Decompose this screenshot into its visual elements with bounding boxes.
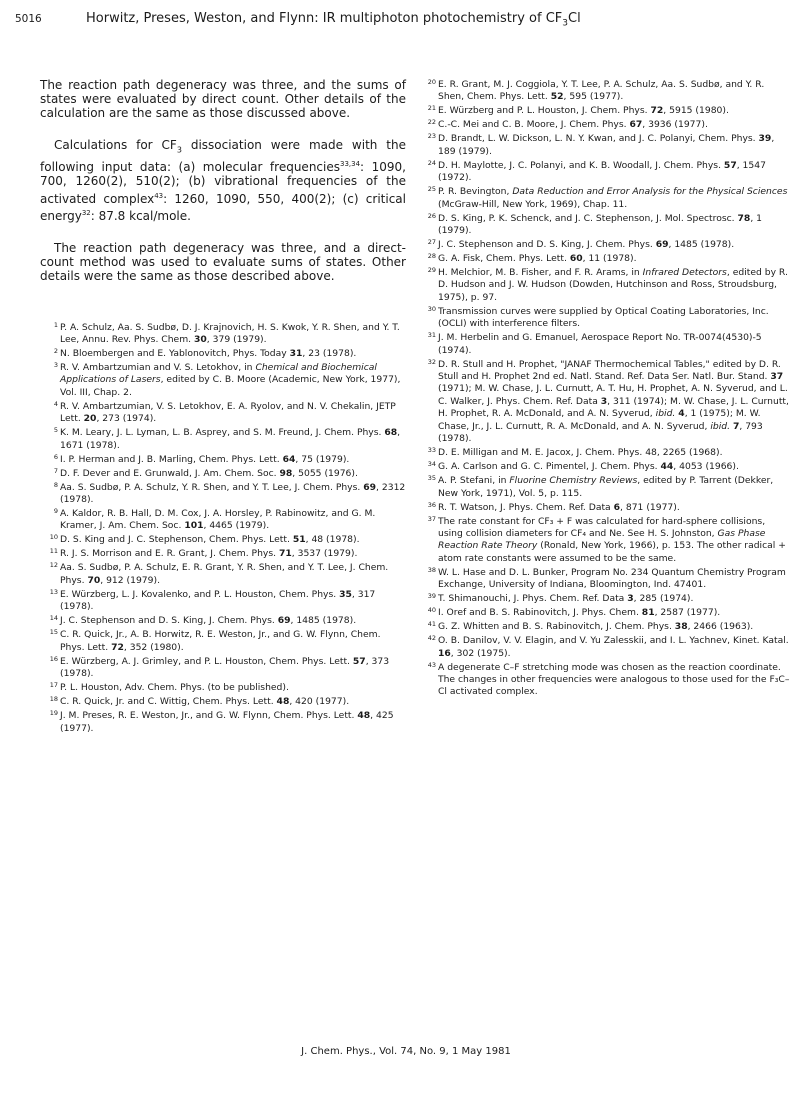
reference-text: 67 <box>629 119 643 131</box>
reference-number: 34 <box>427 460 436 469</box>
reference-text: , 3936 (1977). <box>642 119 708 131</box>
reference-number: 27 <box>427 238 436 247</box>
reference-17 <box>40 682 406 694</box>
reference-text: E. R. Grant, M. J. Coggiola, Y. T. Lee, P. A. Schulz, Aa. S. Sudbø, and Y. R. Shen, Chem. Phys. Lett. <box>438 79 765 103</box>
reference-text: H. Melchior, M. B. Fisher, and F. R. Arams, in <box>438 267 643 279</box>
reference-text: , 1485 (1978). <box>290 615 357 627</box>
p2-superscript-3: 32 <box>81 208 91 217</box>
reference-text: , 5055 (1976). <box>292 467 358 479</box>
reference-number: 31 <box>427 331 436 340</box>
reference-number: 6 <box>53 452 58 461</box>
reference-number: 15 <box>49 628 58 637</box>
reference-text: 81 <box>641 607 655 619</box>
reference-list-left <box>40 322 406 735</box>
reference-text: , 317 (1978). <box>60 588 376 613</box>
reference-text: , 273 (1974). <box>96 413 157 425</box>
reference-text: , 1 (1979). <box>438 212 762 237</box>
reference-29 <box>418 267 790 304</box>
reference-number: 22 <box>427 118 436 127</box>
reference-36 <box>418 502 790 514</box>
reference-text: , 2466 (1963). <box>687 621 754 633</box>
reference-text: , 1485 (1978). <box>668 239 735 251</box>
reference-text: , 373 (1978). <box>60 655 390 680</box>
reference-text: (McGraw-Hill, New York, 1969), Chap. 11. <box>438 198 628 210</box>
reference-text: D. S. King and J. C. Stephenson, Chem. Phys. Lett. <box>60 534 293 546</box>
reference-text: , 871 (1977). <box>620 501 680 513</box>
reference-text: W. L. Hase and D. L. Bunker, Program No. 234 Quantum Chemistry Program Exchange, University of Indiana, Bloomington, Ind. 47401. <box>438 566 786 591</box>
reference-text: 3 <box>627 593 634 605</box>
reference-text: 68 <box>384 427 398 439</box>
reference-text: P. A. Schulz, Aa. S. Sudbø, D. J. Krajnovich, H. S. Kwok, Y. R. Shen, and Y. T. Lee, Annu. Rev. Phys. Chem. <box>60 321 400 346</box>
reference-number: 2 <box>53 347 58 356</box>
reference-text: , 1671 (1978). <box>60 427 401 451</box>
reference-text: , 595 (1977). <box>563 91 624 103</box>
reference-text: J. C. Stephenson and D. S. King, J. Chem. Phys. <box>438 239 656 251</box>
reference-number: 40 <box>427 606 436 615</box>
reference-text: A. P. Stefani, in <box>438 475 510 487</box>
reference-number: 1 <box>53 320 58 329</box>
reference-11 <box>40 548 406 560</box>
reference-text: 16 <box>438 647 451 659</box>
reference-text: P. L. Houston, Adv. Chem. Phys. (to be published). <box>60 682 289 694</box>
reference-text: J. M. Herbelin and G. Emanuel, Aerospace Report No. TR-0074(4530)-5 (1974). <box>438 332 762 356</box>
reference-text: , 1 (1975); M. W. Chase, Jr., J. L. Curnutt, R. A. McDonald, and A. N. Syverud, <box>438 408 761 432</box>
reference-text: , edited by R. D. Hudson and J. W. Hudson (Dowden, Hutchinson and Ross, Stroudsburg, 1975), p. 97. <box>438 267 788 303</box>
reference-text: 98 <box>279 467 293 479</box>
reference-text: C.-C. Mei and C. B. Moore, J. Chem. Phys. <box>438 119 630 131</box>
reference-number: 7 <box>53 466 58 475</box>
reference-19 <box>40 710 406 735</box>
reference-25 <box>418 186 790 211</box>
journal-footer: J. Chem. Phys., Vol. 74, No. 9, 1 May 1981 <box>301 1046 511 1057</box>
reference-text: Transmission curves were supplied by Optical Coating Laboratories, Inc. (OCLI) with interference filters. <box>438 305 769 330</box>
reference-10 <box>40 534 406 546</box>
reference-text: 72 <box>650 105 664 117</box>
reference-text: , 48 (1978). <box>305 534 360 546</box>
reference-number: 43 <box>427 660 436 669</box>
reference-number: 8 <box>53 480 58 489</box>
p2-subscript: 3 <box>176 145 182 154</box>
reference-30 <box>418 306 790 331</box>
reference-text: 39 <box>758 133 772 145</box>
reference-32 <box>418 359 790 446</box>
reference-number: 26 <box>427 211 436 220</box>
reference-27 <box>418 239 790 251</box>
body-paragraph-1: The reaction path degeneracy was three, and the sums of states were evaluated by direct count. Other details of the calculation are the same as those discussed above. <box>40 78 406 121</box>
reference-number: 24 <box>427 158 436 167</box>
reference-text: , 425 (1977). <box>60 710 394 734</box>
p2-text-e: : 87.8 kcal/mole. <box>90 208 191 223</box>
p2-text-a: Calculations for CF <box>54 137 177 152</box>
reference-text: , 189 (1979). <box>438 133 775 157</box>
reference-text: (Ronald, New York, 1966), p. 153. The other radical + atom rate constants were assumed to be the same. <box>438 540 786 564</box>
page-number: 5016 <box>15 13 42 25</box>
reference-number: 28 <box>427 252 436 261</box>
reference-text: 64 <box>282 453 296 465</box>
reference-number: 36 <box>427 500 436 509</box>
reference-41 <box>418 621 790 633</box>
reference-text: 35 <box>339 588 352 600</box>
reference-number: 14 <box>49 614 58 623</box>
reference-12 <box>40 562 406 587</box>
reference-text: R. J. S. Morrison and E. R. Grant, J. Chem. Phys. <box>60 548 279 560</box>
reference-6 <box>40 454 406 466</box>
reference-text: 4 <box>678 408 685 420</box>
reference-21 <box>418 105 790 117</box>
reference-text: 30 <box>194 334 207 346</box>
reference-text: G. Z. Whitten and B. S. Rabinovitch, J. Chem. Phys. <box>438 621 675 633</box>
reference-number: 37 <box>427 514 436 523</box>
reference-text: 78 <box>737 212 751 224</box>
reference-number: 42 <box>427 634 436 643</box>
reference-text: ibid. <box>710 420 731 432</box>
body-paragraph-2 <box>40 138 406 223</box>
reference-list-right <box>418 79 790 699</box>
reference-14 <box>40 615 406 627</box>
reference-number: 33 <box>427 446 436 455</box>
reference-text: 52 <box>550 91 564 103</box>
reference-text: P. R. Bevington, <box>438 186 513 198</box>
reference-text: 37 <box>770 371 784 383</box>
reference-text: R. T. Watson, J. Phys. Chem. Ref. Data <box>438 501 614 513</box>
reference-text: 69 <box>655 239 669 251</box>
reference-text: , 912 (1979). <box>100 574 161 586</box>
reference-43 <box>418 662 790 699</box>
reference-text: 31 <box>289 348 303 360</box>
reference-text: 70 <box>87 574 101 586</box>
reference-number: 23 <box>427 132 436 141</box>
reference-39 <box>418 593 790 605</box>
reference-number: 10 <box>49 533 58 542</box>
reference-number: 13 <box>49 587 58 596</box>
reference-text: 69 <box>277 615 291 627</box>
running-head <box>86 11 581 29</box>
reference-number: 21 <box>427 104 436 113</box>
reference-34 <box>418 461 790 473</box>
reference-4 <box>40 401 406 426</box>
reference-24 <box>418 160 790 185</box>
p2-superscript-2: 43 <box>154 191 164 200</box>
reference-number: 18 <box>49 695 58 704</box>
reference-text: 20 <box>83 413 97 425</box>
reference-text: C. R. Quick, Jr., A. B. Horwitz, R. E. Weston, Jr., and G. W. Flynn, Chem. Phys. Lett. <box>60 629 381 653</box>
p2-text-c: : 1090, 700, 1260(2), 510(2); (b) vibrational frequencies of the activated complex <box>40 160 406 206</box>
reference-text: C. R. Quick, Jr. and C. Wittig, Chem. Phys. Lett. <box>60 696 277 708</box>
reference-18 <box>40 696 406 708</box>
reference-35 <box>418 475 790 500</box>
reference-28 <box>418 253 790 265</box>
reference-text: R. V. Ambartzumian and V. S. Letokhov, in <box>60 362 256 374</box>
reference-text: , edited by C. B. Moore (Academic, New York, 1977), Vol. III, Chap. 2. <box>60 374 401 398</box>
reference-text: A degenerate C–F stretching mode was chosen as the reaction coordinate. The changes in other frequencies were analogous to those used for the F₃C–Cl activated complex. <box>438 661 790 698</box>
reference-text: ibid. <box>655 408 676 420</box>
right-column <box>418 79 790 700</box>
reference-number: 35 <box>427 474 436 483</box>
reference-13 <box>40 589 406 614</box>
reference-text: , 420 (1977). <box>289 696 350 708</box>
reference-text: , 1547 (1972). <box>438 159 766 184</box>
reference-text: I. Oref and B. S. Rabinovitch, J. Phys. Chem. <box>438 607 642 619</box>
reference-text: , 4465 (1979). <box>203 520 270 532</box>
reference-number: 41 <box>427 620 436 629</box>
reference-text: , 3537 (1979). <box>291 548 358 560</box>
reference-text: , 2587 (1977). <box>654 607 721 619</box>
reference-text: O. B. Danilov, V. V. Elagin, and V. Yu Zalesskii, and I. L. Yachnev, Kinet. Katal. <box>438 635 789 647</box>
reference-text: 44 <box>660 461 674 473</box>
reference-text: I. P. Herman and J. B. Marling, Chem. Phys. Lett. <box>60 453 283 465</box>
reference-text: E. Würzberg, A. J. Grimley, and P. L. Houston, Chem. Phys. Lett. <box>60 655 353 667</box>
reference-text: 72 <box>111 641 124 653</box>
reference-text: 60 <box>569 253 583 265</box>
reference-15 <box>40 629 406 654</box>
running-head-text: Horwitz, Preses, Weston, and Flynn: IR multiphoton photochemistry of CF <box>86 11 563 26</box>
reference-text: K. M. Leary, J. L. Lyman, L. B. Asprey, and S. M. Freund, J. Chem. Phys. <box>60 427 385 439</box>
body-paragraph-3: The reaction path degeneracy was three, and a direct-count method was used to evaluate sums of states. Other details were the same as those described above. <box>40 241 406 284</box>
reference-number: 25 <box>427 185 436 194</box>
reference-text: , 5915 (1980). <box>663 105 729 117</box>
reference-text: R. V. Ambartzumian, V. S. Letokhov, E. A. Ryolov, and N. V. Chekalin, JETP Lett. <box>60 400 396 425</box>
reference-20 <box>418 79 790 104</box>
reference-text: , 302 (1975). <box>450 647 511 659</box>
running-head-subscript: 3 <box>562 18 568 29</box>
reference-23 <box>418 133 790 158</box>
reference-text: 48 <box>357 710 371 722</box>
reference-number: 30 <box>427 304 436 313</box>
reference-9 <box>40 508 406 533</box>
p2-superscript-1: 33,34 <box>340 160 361 169</box>
reference-16 <box>40 656 406 681</box>
reference-text: G. A. Fisk, Chem. Phys. Lett. <box>438 253 570 265</box>
reference-text: Data Reduction and Error Analysis for the Physical Sciences <box>512 186 788 198</box>
reference-text: D. F. Dever and E. Grunwald, J. Am. Chem. Soc. <box>60 467 280 479</box>
reference-33 <box>418 447 790 459</box>
reference-37 <box>418 516 790 566</box>
reference-22 <box>418 119 790 131</box>
reference-text: 69 <box>363 481 377 493</box>
reference-text: E. Würzberg and P. L. Houston, J. Chem. Phys. <box>438 105 651 117</box>
reference-40 <box>418 607 790 619</box>
reference-text: , edited by P. Tarrent (Dekker, New York, 1971), Vol. 5, p. 115. <box>438 475 774 499</box>
reference-text: E. Würzberg, L. J. Kovalenko, and P. L. Houston, Chem. Phys. <box>60 588 340 600</box>
reference-text: , 793 (1978). <box>438 420 763 445</box>
reference-text: D. R. Stull and H. Prophet, "JANAF Thermochemical Tables," edited by D. R. Stull and H. Prophet 2nd ed. Natl. Stand. Ref. Data Ser. Natl. Bur. Stand. <box>438 358 781 383</box>
reference-text: , 23 (1978). <box>302 348 357 360</box>
reference-text: , 2312 (1978). <box>60 481 406 506</box>
reference-text: D. E. Milligan and M. E. Jacox, J. Chem. Phys. 48, 2265 (1968). <box>438 447 723 459</box>
reference-number: 4 <box>53 399 58 408</box>
reference-text: D. H. Maylotte, J. C. Polanyi, and K. B. Woodall, J. Chem. Phys. <box>438 159 724 171</box>
reference-number: 5 <box>53 426 58 435</box>
reference-text: , 352 (1980). <box>123 641 184 653</box>
reference-number: 3 <box>53 361 58 370</box>
reference-8 <box>40 482 406 507</box>
reference-text: Gas Phase Reaction Rate Theory <box>438 527 766 552</box>
reference-text: A. Kaldor, R. B. Hall, D. M. Cox, J. A. Horsley, P. Rabinowitz, and G. M. Kramer, J. Am. Chem. Soc. <box>60 508 376 532</box>
reference-text: 101 <box>184 520 204 532</box>
reference-text: 7 <box>732 420 740 432</box>
reference-3 <box>40 362 406 399</box>
reference-text: , 4053 (1966). <box>673 461 739 473</box>
reference-text: 3 <box>600 395 608 407</box>
reference-number: 39 <box>427 592 436 601</box>
reference-text: 71 <box>278 548 292 560</box>
running-head-tail: Cl <box>568 11 581 26</box>
reference-text: , 311 (1974); M. W. Chase, J. L. Curnutt, H. Prophet, R. A. McDonald, and A. N. Syverud, <box>438 395 789 420</box>
reference-text: , 75 (1979). <box>295 453 350 465</box>
reference-text: 57 <box>352 655 366 667</box>
reference-number: 38 <box>427 565 436 574</box>
reference-number: 11 <box>49 547 58 556</box>
reference-text: 57 <box>723 159 737 171</box>
reference-text: , 11 (1978). <box>582 253 637 265</box>
reference-number: 20 <box>427 78 436 86</box>
reference-number: 19 <box>49 709 58 718</box>
reference-text: N. Bloembergen and E. Yablonovitch, Phys. Today <box>60 348 290 360</box>
reference-text: T. Shimanouchi, J. Phys. Chem. Ref. Data <box>438 593 628 605</box>
reference-5 <box>40 427 406 452</box>
reference-31 <box>418 332 790 357</box>
reference-number: 32 <box>427 357 436 366</box>
reference-text: (1971); M. W. Chase, J. L. Curnutt, A. T. Hu, H. Prophet, A. N. Syverud, and L. C. Walker, J. Phys. Chem. Ref. Data <box>438 383 788 407</box>
reference-text: J. C. Stephenson and D. S. King, J. Chem. Phys. <box>60 615 278 627</box>
reference-text: 51 <box>292 534 306 546</box>
reference-number: 12 <box>49 561 58 570</box>
left-column <box>40 78 406 737</box>
reference-text: 38 <box>674 621 688 633</box>
reference-text: Chemical and Biochemical Applications of Lasers <box>60 362 377 386</box>
reference-number: 16 <box>49 654 58 663</box>
reference-text: G. A. Carlson and G. C. Pimentel, J. Chem. Phys. <box>438 461 661 473</box>
reference-text: , 285 (1974). <box>633 593 694 605</box>
reference-42 <box>418 635 790 660</box>
reference-2 <box>40 348 406 360</box>
reference-text: D. S. King, P. K. Schenck, and J. C. Stephenson, J. Mol. Spectrosc. <box>438 212 738 224</box>
reference-number: 29 <box>427 266 436 275</box>
reference-text: Infrared Detectors <box>642 267 727 279</box>
reference-7 <box>40 468 406 480</box>
reference-26 <box>418 213 790 238</box>
p2-text-d: : 1260, 1090, 550, 400(2); (c) critical energy <box>40 191 406 223</box>
reference-38 <box>418 567 790 592</box>
p2-text-b: dissociation were made with the following input data: (a) molecular frequencies <box>40 137 406 175</box>
reference-text: Aa. S. Sudbø, P. A. Schulz, Y. R. Shen, and Y. T. Lee, J. Chem. Phys. <box>60 481 364 493</box>
reference-text: J. M. Preses, R. E. Weston, Jr., and G. W. Flynn, Chem. Phys. Lett. <box>60 710 358 722</box>
reference-text: Aa. S. Sudbø, P. A. Schulz, E. R. Grant, Y. R. Shen, and Y. T. Lee, J. Chem. Phys. <box>60 562 389 586</box>
reference-text: 6 <box>613 501 621 513</box>
reference-text: Fluorine Chemistry Reviews <box>509 475 638 487</box>
reference-number: 9 <box>53 507 58 516</box>
reference-text: , 379 (1979). <box>206 334 267 346</box>
reference-text: The rate constant for CF₃ + F was calculated for hard-sphere collisions, using collision diameters for CF₄ and Ne. See H. S. Johnston, <box>438 515 766 539</box>
reference-text: D. Brandt, L. W. Dickson, L. N. Y. Kwan, and J. C. Polanyi, Chem. Phys. <box>438 133 759 145</box>
reference-1 <box>40 322 406 347</box>
reference-number: 17 <box>49 681 58 690</box>
reference-text: 48 <box>276 696 290 708</box>
